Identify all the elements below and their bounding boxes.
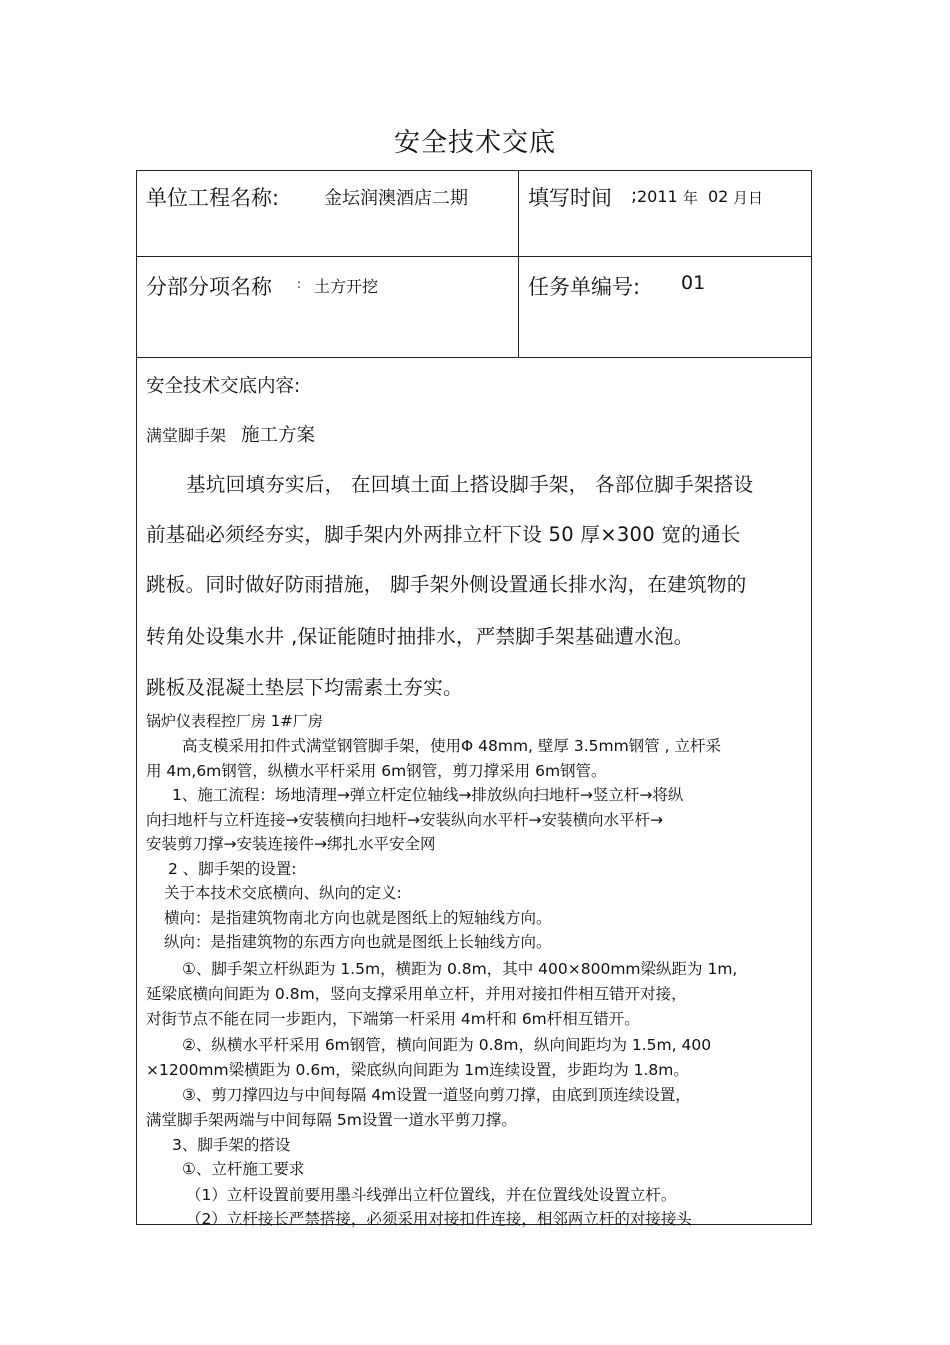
body-line: 安装剪刀撑→安装连接件→绑扎水平安全网 — [146, 835, 436, 853]
section-title-plan: 施工方案 — [241, 425, 316, 446]
body-line: 锅炉仪表程控厂房 1#厂房 — [146, 712, 323, 730]
fill-date-month: 02 — [708, 187, 729, 206]
row-divider-2 — [137, 357, 811, 358]
body-line: 延梁底横向间距为 0.8m，竖向支撑采用单立杆，并用对接扣件相互错开对接， — [146, 985, 687, 1003]
document-title: 安全技术交底 — [393, 128, 556, 158]
paragraph-line-1: 基坑回填夯实后， 在回填土面上搭设脚手架， 各部位脚手架搭设 — [186, 473, 754, 496]
body-line: 横向：是指建筑物南北方向也就是图纸上的短轴线方向。 — [164, 909, 552, 927]
body-line: ×1200mm梁横距为 0.6m，梁底纵向间距为 1m连续设置，步距均为 1.8m。 — [146, 1061, 689, 1079]
fill-date-label: 填写时间 — [528, 186, 612, 210]
section-title-scaffold: 满堂脚手架 — [146, 426, 227, 445]
body-line: ①、脚手架立杆纵距为 1.5m，横距为 0.8m，其中 400×800mm梁纵距为 1m, — [182, 960, 738, 978]
subdivision-value: 土方开挖 — [314, 277, 379, 296]
body-line: 对街节点不能在同一步距内，下端第一杆采用 4m杆和 6m杆相互错开。 — [146, 1010, 640, 1028]
disclosure-table — [136, 170, 812, 1228]
paragraph-line-2: 前基础必须经夯实，脚手架内外两排立杆下设 50 厚×300 宽的通长 — [146, 523, 741, 546]
body-line: 1、施工流程：场地清理→弹立杆定位轴线→排放纵向扫地杆→竖立杆→将纵 — [172, 786, 684, 804]
paragraph-line-5: 跳板及混凝土垫层下均需素土夯实。 — [146, 676, 463, 699]
body-line: 3、脚手架的搭设 — [172, 1136, 291, 1154]
paragraph-line-3: 跳板。同时做好防雨措施， 脚手架外侧设置通长排水沟，在建筑物的 — [146, 573, 747, 596]
body-line: 用 4m,6m钢管，纵横水平杆采用 6m钢管，剪刀撑采用 6m钢管。 — [146, 762, 607, 780]
body-line: 2 、脚手架的设置: — [168, 860, 297, 878]
body-line: 满堂脚手架两端与中间每隔 5m设置一道水平剪刀撑。 — [146, 1111, 517, 1129]
paragraph-line-4: 转角处设集水井 ,保证能随时抽排水，严禁脚手架基础遭水泡。 — [146, 625, 694, 648]
task-number-label: 任务单编号: — [528, 275, 641, 299]
content-heading: 安全技术交底内容: — [146, 376, 301, 397]
body-line: （1）立杆设置前要用墨斗线弹出立杆位置线，并在位置线处设置立杆。 — [186, 1186, 677, 1204]
subdivision-separator: : — [297, 277, 302, 291]
body-line: （2）立杆接长严禁搭接，必须采用对接扣件连接，相邻两立杆的对接接头 — [186, 1210, 692, 1228]
fill-date-month-unit: 月日 — [733, 189, 764, 207]
body-line: ③、剪刀撑四边与中间每隔 4m设置一道竖向剪刀撑，由底到顶连续设置， — [182, 1086, 691, 1104]
subdivision-label: 分部分项名称 — [146, 275, 272, 299]
body-line: ②、纵横水平杆采用 6m钢管，横向间距为 0.8m，纵向间距均为 1.5m, 400 — [182, 1036, 712, 1054]
body-line: 高支模采用扣件式满堂钢管脚手架，使用Φ 48mm, 壁厚 3.5mm钢管 , 立杆采 — [182, 737, 721, 755]
project-name-value: 金坛润澳酒店二期 — [324, 188, 468, 209]
task-number-value: 01 — [681, 272, 706, 294]
body-line: 向扫地杆与立杆连接→安装横向扫地杆→安装纵向水平杆→安装横向水平杆→ — [146, 811, 663, 829]
fill-date-year-unit: 年 — [683, 189, 699, 207]
fill-date-year: 2011 — [637, 187, 678, 206]
fill-date-separator: ; — [631, 185, 638, 206]
body-line: 关于本技术交底横向、纵向的定义: — [164, 884, 402, 902]
body-line: 纵向：是指建筑物的东西方向也就是图纸上长轴线方向。 — [164, 933, 552, 951]
row-divider-1 — [137, 256, 811, 257]
project-name-label: 单位工程名称: — [146, 186, 280, 210]
column-divider — [518, 171, 519, 357]
body-line: ①、立杆施工要求 — [182, 1160, 305, 1178]
